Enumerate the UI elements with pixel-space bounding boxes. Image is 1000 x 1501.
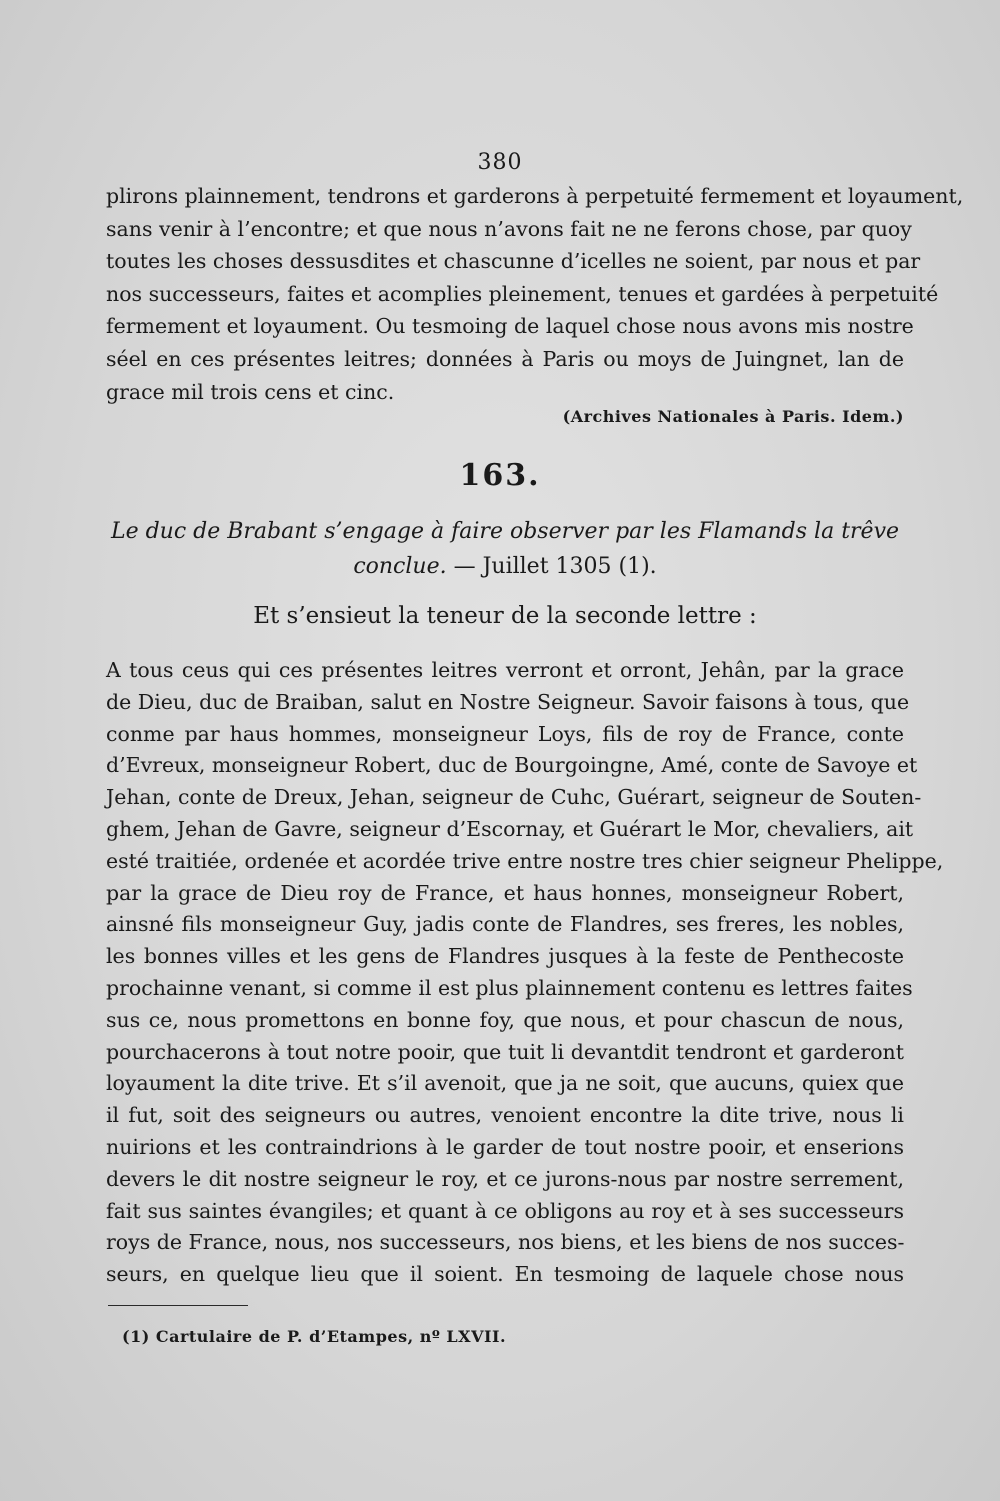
text-line: pourchacerons à tout notre pooir, que tuit li devantdit tendront et garderont <box>106 1039 904 1064</box>
intro-line: Et s’ensieut la teneur de la seconde lettre : <box>253 603 757 629</box>
source-reference: (Archives Nationales à Paris. Idem.) <box>562 407 904 426</box>
text-line: roys de France, nous, nos successeurs, nos biens, et les biens de nos succes- <box>106 1230 905 1255</box>
text-line: loyaument la dite trive. Et s’il avenoit, que ja ne soit, que aucuns, quiex que <box>106 1071 904 1096</box>
continued-text <box>106 180 964 408</box>
text-line: ainsné fils monseigneur Guy, jadis conte de Flandres, ses freres, les nobles, <box>106 912 904 937</box>
text-line: nuirions et les contraindrions à le garder de tout nostre pooir, et enserions <box>106 1134 904 1159</box>
text-line: fermement et loyaument. Ou tesmoing de laquel chose nous avons mis nostre <box>106 314 914 339</box>
text-line: sus ce, nous promettons en bonne foy, que nous, et pour chascun de nous, <box>106 1007 904 1032</box>
text-line: plirons plainnement, tendrons et garderons à perpetuité fermement et loyaument, <box>106 184 964 208</box>
text-line: séel en ces présentes leitres; données à Paris ou moys de Juingnet, lan de <box>106 346 904 371</box>
document-date: — Juillet 1305 (1). <box>453 554 657 579</box>
text-line: d’Evreux, monseigneur Robert, duc de Bourgoingne, Amé, conte de Savoye et <box>106 753 918 778</box>
footnote-rule <box>108 1305 248 1306</box>
text-line: ghem, Jehan de Gavre, seigneur d’Escornay, et Guérart le Mor, chevaliers, ait <box>106 816 914 841</box>
text-line: de Dieu, duc de Braiban, salut en Nostre Seigneur. Savoir faisons à tous, que <box>106 689 910 714</box>
page-number: 380 <box>477 150 523 175</box>
text-line: toutes les choses dessusdites et chascunne d’icelles ne soient, par nous et par <box>106 249 921 274</box>
title-line: Le duc de Brabant s’engage à faire observer par les Flamands la trêve <box>110 519 900 544</box>
text-line: fait sus saintes évangiles; et quant à ce obligons au roy et à ses successeurs <box>106 1198 904 1223</box>
footnote: (1) Cartulaire de P. d’Etampes, nº LXVII. <box>122 1327 507 1346</box>
text-line: conme par haus hommes, monseigneur Loys, fils de roy de France, conte <box>106 721 904 746</box>
document-number: 163. <box>459 458 541 493</box>
text-line: par la grace de Dieu roy de France, et haus honnes, monseigneur Robert, <box>106 880 904 905</box>
text-line: Jehan, conte de Dreux, Jehan, seigneur de Cuhc, Guérart, seigneur de Souten- <box>106 785 922 810</box>
text-line: nos successeurs, faites et acomplies pleinement, tenues et gardées à perpetuité <box>106 281 939 306</box>
title-line-end: conclue. <box>353 554 447 579</box>
text-line: les bonnes villes et les gens de Flandres jusques à la feste de Penthecoste <box>106 944 904 969</box>
text-line: grace mil trois cens et cinc. <box>106 379 395 404</box>
title-line <box>106 549 904 584</box>
text-line: A tous ceus qui ces présentes leitres verront et orront, Jehân, par la grace <box>106 658 904 682</box>
letter-text <box>106 655 944 1291</box>
document-title <box>106 514 904 584</box>
text-line: devers le dit nostre seigneur le roy, et ce jurons-nous par nostre serrement, <box>106 1166 904 1191</box>
text-line: sans venir à l’encontre; et que nous n’avons fait ne ne ferons chose, par quoy <box>106 216 912 241</box>
text-line: il fut, soit des seigneurs ou autres, venoient encontre la dite trive, nous li <box>106 1103 904 1128</box>
text-line: esté traitiée, ordenée et acordée trive entre nostre tres chier seigneur Phelippe, <box>106 848 944 873</box>
text-line: seurs, en quelque lieu que il soient. En tesmoing de laquele chose nous <box>106 1262 904 1287</box>
text-line: prochainne venant, si comme il est plus plainnement contenu es lettres faites <box>106 975 913 1000</box>
